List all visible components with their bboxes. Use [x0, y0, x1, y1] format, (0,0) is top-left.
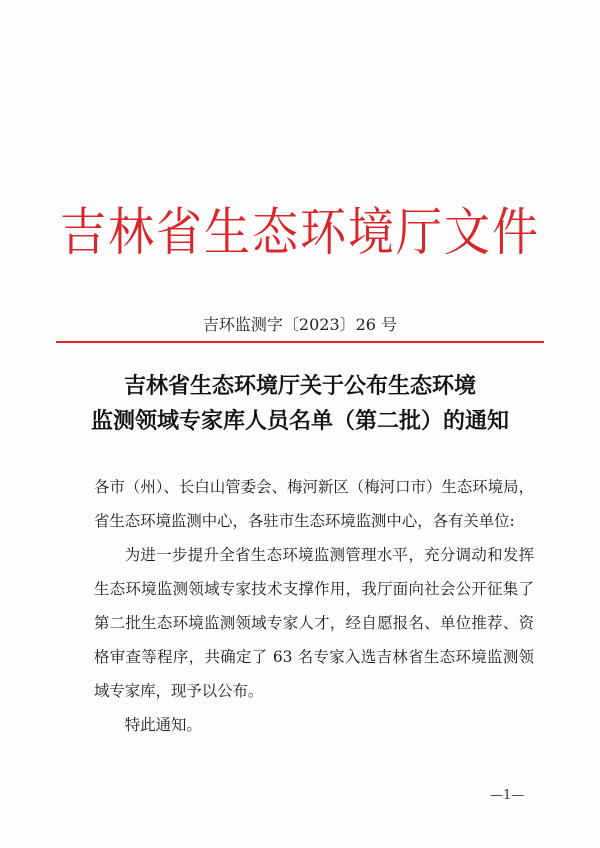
closing-paragraph: 特此通知。 [124, 716, 202, 734]
notice-title [0, 369, 600, 439]
addressees-paragraph: 各市（州）、长白山管委会、梅河新区（梅河口市）生态环境局，省生态环境监测中心，各驻市生态环境监测中心，各有关单位: [94, 478, 534, 530]
notice-title-line-2: 监测领域专家库人员名单（第二批）的通知 [90, 408, 509, 434]
document-number: 吉环监测字〔2023〕26 号 [202, 315, 398, 334]
red-divider-line [56, 341, 544, 343]
main-paragraph: 为进一步提升全省生态环境监测管理水平，充分调动和发挥生态环境监测领域专家技术支撑作用，我厅面向社会公开征集了第二批生态环境监测领域专家人才，经自愿报名、单位推荐、资格审查等程序，共确定了 63 名专家入选吉林省生态环境监测领域专家库，现予以公布。 [94, 546, 534, 700]
page-number: —1— [490, 788, 525, 803]
notice-title-line-1: 吉林省生态环境厅关于公布生态环境 [123, 373, 476, 399]
notice-body [94, 470, 534, 742]
issuing-authority-header: 吉林省生态环境厅文件 [60, 202, 540, 263]
